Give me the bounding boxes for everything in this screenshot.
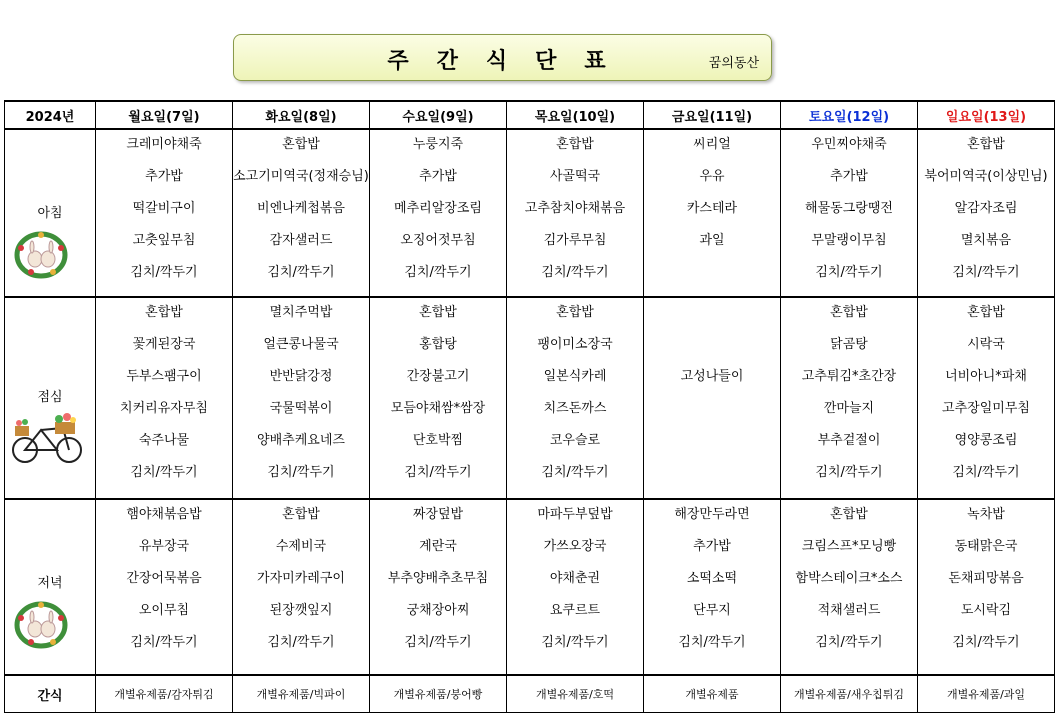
menu-item: 고추튀김*초간장 (801, 369, 897, 384)
menu-item: 김치/깍두기 (404, 265, 472, 280)
meal-row-lunch (5, 297, 1055, 499)
menu-item: 혼합밥 (967, 137, 1005, 152)
menu-item: 혼합밥 (556, 305, 594, 320)
bunny-wreath-icon (11, 228, 71, 284)
menu-item: 고추참치야채볶음 (524, 201, 626, 216)
menu-cell-sun (918, 129, 1055, 297)
menu-item: 반반닭강정 (269, 369, 333, 384)
menu-item: 알감자조림 (954, 201, 1018, 216)
title-banner (233, 34, 772, 81)
menu-item: 김치/깍두기 (130, 265, 198, 280)
menu-item: 김치/깍두기 (541, 265, 609, 280)
menu-item: 홍합탕 (419, 337, 457, 352)
snack-cell-tue: 개별유제품/빅파이 (233, 675, 370, 713)
menu-cell-mon (96, 499, 233, 675)
menu-item: 부추겉절이 (817, 433, 881, 448)
menu-item: 오징어젓무침 (400, 233, 476, 248)
day-header-sun: 일요일(13일) (918, 101, 1055, 129)
menu-item: 김치/깍두기 (952, 465, 1020, 480)
menu-item: 멸치볶음 (960, 233, 1012, 248)
menu-item: 우민찌야채죽 (811, 137, 887, 152)
row-label-cell (5, 499, 96, 675)
menu-cell-fri (644, 129, 781, 297)
menu-item (644, 300, 780, 332)
menu-item: 계란국 (419, 539, 457, 554)
menu-item: 사골떡국 (549, 169, 601, 184)
day-header-fri: 금요일(11일) (644, 101, 781, 129)
menu-item: 감자샐러드 (269, 233, 333, 248)
menu-item: 김치/깍두기 (952, 265, 1020, 280)
menu-item: 김치/깍두기 (541, 635, 609, 650)
menu-item: 혼합밥 (282, 137, 320, 152)
menu-item: 김치/깍두기 (267, 635, 335, 650)
menu-item: 추가밥 (693, 539, 731, 554)
menu-item: 소고기미역국(정재승님) (233, 169, 369, 184)
menu-item: 단호박찜 (412, 433, 464, 448)
menu-item: 김치/깍두기 (541, 465, 609, 480)
menu-item: 얼큰콩나물국 (263, 337, 339, 352)
menu-cell-wed (370, 129, 507, 297)
menu-item: 추가밥 (145, 169, 183, 184)
menu-item: 해물동그랑땡전 (805, 201, 893, 216)
menu-cell-sun (918, 297, 1055, 499)
menu-item (644, 428, 780, 460)
row-label-cell (5, 297, 96, 499)
menu-item: 혼합밥 (830, 305, 868, 320)
menu-item: 비엔나케첩볶음 (257, 201, 345, 216)
menu-item: 팽이미소장국 (537, 337, 613, 352)
meal-label: 아침 (37, 206, 63, 221)
menu-item: 짜장덮밥 (412, 507, 464, 522)
menu-item: 고춧잎무침 (132, 233, 196, 248)
menu-item: 꽃게된장국 (132, 337, 196, 352)
menu-cell-thu (507, 297, 644, 499)
menu-item: 국물떡볶이 (269, 401, 333, 416)
menu-item: 함박스테이크*소스 (795, 571, 903, 586)
menu-cell-sat (781, 499, 918, 675)
weekly-menu-table (4, 100, 1055, 713)
menu-item: 오이무침 (138, 603, 190, 618)
snack-cell-wed: 개별유제품/붕어빵 (370, 675, 507, 713)
menu-item (644, 260, 780, 292)
day-header-tue: 화요일(8일) (233, 101, 370, 129)
menu-item: 김치/깍두기 (815, 265, 883, 280)
menu-item: 고추장일미무침 (942, 401, 1030, 416)
menu-cell-sat (781, 129, 918, 297)
menu-cell-mon (96, 297, 233, 499)
menu-item: 고성나들이 (680, 369, 744, 384)
menu-item: 된장깻잎지 (269, 603, 333, 618)
menu-item: 적채샐러드 (817, 603, 881, 618)
snack-cell-fri: 개별유제품 (644, 675, 781, 713)
menu-item: 시락국 (967, 337, 1005, 352)
menu-item: 혼합밥 (145, 305, 183, 320)
menu-cell-fri (644, 297, 781, 499)
menu-item: 소떡소떡 (686, 571, 738, 586)
menu-item (644, 460, 780, 492)
menu-cell-sun (918, 499, 1055, 675)
menu-item (644, 332, 780, 364)
menu-cell-tue (233, 499, 370, 675)
menu-item: 간장어묵볶음 (126, 571, 202, 586)
menu-item (644, 396, 780, 428)
menu-item: 김치/깍두기 (267, 265, 335, 280)
menu-item: 김치/깍두기 (815, 635, 883, 650)
day-header-sat: 토요일(12일) (781, 101, 918, 129)
menu-item: 혼합밥 (830, 507, 868, 522)
menu-item: 김치/깍두기 (404, 635, 472, 650)
menu-item: 일본식카레 (543, 369, 607, 384)
day-header-wed: 수요일(9일) (370, 101, 507, 129)
snack-row (5, 675, 1055, 713)
menu-item: 코우슬로 (549, 433, 601, 448)
menu-item: 크림스프*모닝빵 (801, 539, 897, 554)
snack-cell-mon: 개별유제품/감자튀김 (96, 675, 233, 713)
menu-item: 요쿠르트 (549, 603, 601, 618)
menu-item: 혼합밥 (967, 305, 1005, 320)
menu-item: 김치/깍두기 (130, 465, 198, 480)
year-header: 2024년 (5, 101, 96, 129)
menu-item: 양배추케요네즈 (257, 433, 345, 448)
menu-item: 카스테라 (686, 201, 738, 216)
bunny-wreath-icon (11, 598, 71, 654)
meal-label: 점심 (37, 390, 63, 405)
menu-item: 우유 (699, 169, 725, 184)
menu-item: 추가밥 (830, 169, 868, 184)
menu-item: 추가밥 (419, 169, 457, 184)
menu-item: 부추양배추초무침 (387, 571, 489, 586)
menu-item: 햄야채볶음밥 (126, 507, 202, 522)
menu-item: 단무지 (693, 603, 731, 618)
menu-cell-wed (370, 499, 507, 675)
menu-item: 과일 (699, 233, 725, 248)
menu-item: 크레미야채죽 (126, 137, 202, 152)
menu-item: 유부장국 (138, 539, 190, 554)
snack-cell-sat: 개별유제품/새우칩튀김 (781, 675, 918, 713)
menu-item: 닭곰탕 (830, 337, 868, 352)
menu-item: 간장불고기 (406, 369, 470, 384)
menu-cell-thu (507, 129, 644, 297)
menu-item: 씨리얼 (693, 137, 731, 152)
page-title: 주간식단표 (387, 49, 634, 74)
page-subtitle: 꿈의동산 (708, 56, 759, 71)
menu-item: 영양콩조림 (954, 433, 1018, 448)
menu-item: 혼합밥 (556, 137, 594, 152)
menu-item: 떡갈비구이 (132, 201, 196, 216)
menu-item: 돈채피망볶음 (948, 571, 1024, 586)
day-header-mon: 월요일(7일) (96, 101, 233, 129)
menu-item: 마파두부덮밥 (537, 507, 613, 522)
menu-item: 북어미역국(이상민님) (924, 169, 1048, 184)
menu-cell-tue (233, 297, 370, 499)
menu-item: 동태맑은국 (954, 539, 1018, 554)
menu-item: 김치/깍두기 (404, 465, 472, 480)
menu-item: 야채춘권 (549, 571, 601, 586)
header-row (5, 101, 1055, 129)
bicycle-flowers-icon (11, 410, 85, 470)
row-label-cell (5, 129, 96, 297)
meal-row-breakfast (5, 129, 1055, 297)
menu-item: 도시락김 (960, 603, 1012, 618)
menu-item: 무말랭이무침 (811, 233, 887, 248)
menu-item: 가쓰오장국 (543, 539, 607, 554)
menu-item: 가자미카레구이 (257, 571, 345, 586)
menu-item: 너비아니*파채 (945, 369, 1027, 384)
menu-item: 메추리알장조림 (394, 201, 482, 216)
menu-cell-sat (781, 297, 918, 499)
meal-row-dinner (5, 499, 1055, 675)
menu-cell-thu (507, 499, 644, 675)
menu-item: 김가루무침 (543, 233, 607, 248)
menu-item: 김치/깍두기 (267, 465, 335, 480)
menu-item: 김치/깍두기 (815, 465, 883, 480)
snack-label: 간식 (5, 675, 96, 713)
menu-item: 누룽지죽 (412, 137, 464, 152)
menu-item: 김치/깍두기 (678, 635, 746, 650)
menu-item: 혼합밥 (282, 507, 320, 522)
menu-item: 숙주나물 (138, 433, 190, 448)
menu-cell-tue (233, 129, 370, 297)
menu-item: 해장만두라면 (674, 507, 750, 522)
menu-cell-wed (370, 297, 507, 499)
menu-item: 녹차밥 (967, 507, 1005, 522)
menu-item: 모듬야채쌈*쌈장 (390, 401, 486, 416)
menu-item: 치커리유자무침 (120, 401, 208, 416)
menu-item: 수제비국 (275, 539, 327, 554)
menu-item: 혼합밥 (419, 305, 457, 320)
menu-item: 멸치주먹밥 (269, 305, 333, 320)
snack-cell-thu: 개별유제품/호떡 (507, 675, 644, 713)
menu-cell-mon (96, 129, 233, 297)
snack-cell-sun: 개별유제품/과일 (918, 675, 1055, 713)
menu-item: 두부스팸구이 (126, 369, 202, 384)
menu-item: 궁채장아찌 (406, 603, 470, 618)
menu-item: 김치/깍두기 (952, 635, 1020, 650)
menu-item: 치즈돈까스 (543, 401, 607, 416)
menu-item: 김치/깍두기 (130, 635, 198, 650)
menu-item: 깐마늘지 (823, 401, 875, 416)
day-header-thu: 목요일(10일) (507, 101, 644, 129)
menu-cell-fri (644, 499, 781, 675)
meal-label: 저녁 (37, 576, 63, 591)
